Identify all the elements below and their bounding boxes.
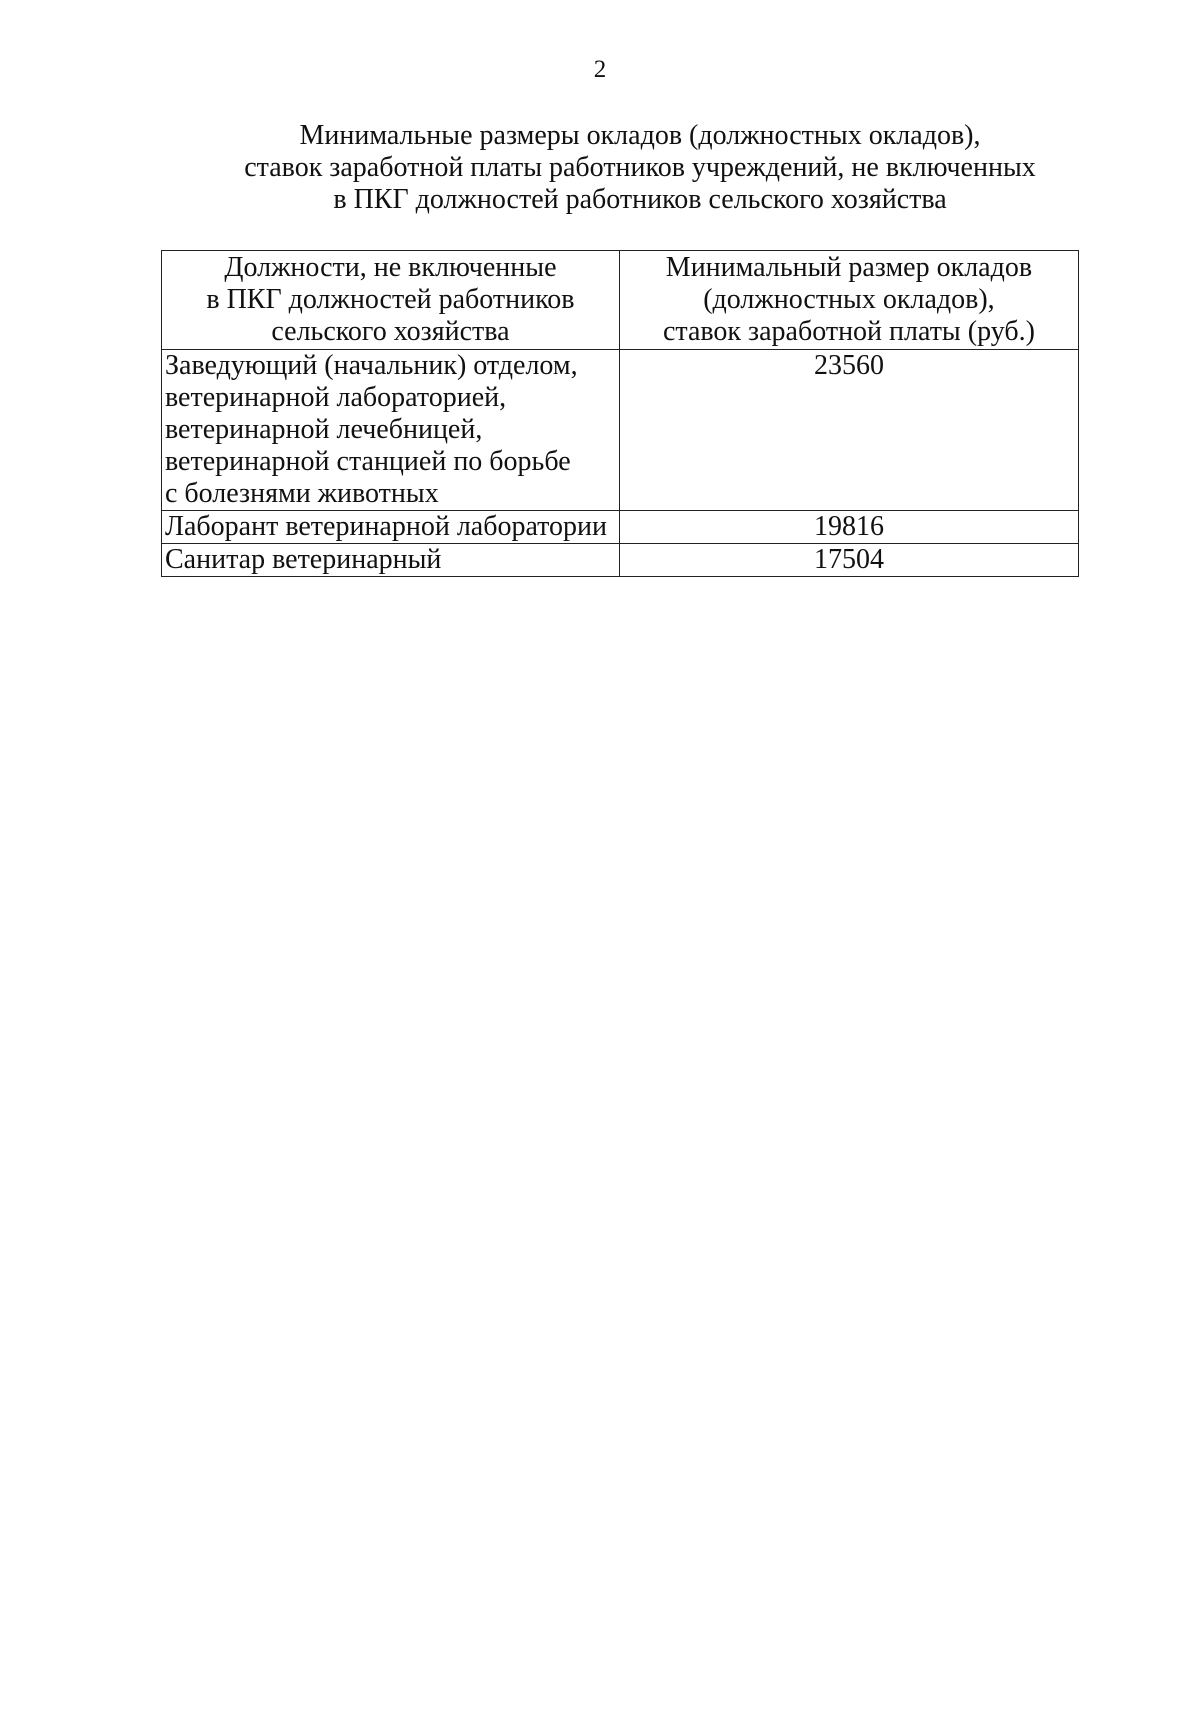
- page-number: 2: [593, 56, 607, 83]
- title-line: в ПКГ должностей работников сельского хозяйства: [333, 184, 947, 215]
- position-line: ветеринарной лечебницей,: [165, 414, 483, 445]
- table-header-row: [162, 251, 1079, 350]
- salary-cell: 23560: [619, 350, 1078, 511]
- title-line: ставок заработной платы работников учреждений, не включенных: [244, 152, 1036, 183]
- title-line: Минимальные размеры окладов (должностных окладов),: [299, 120, 981, 151]
- position-cell: [162, 350, 620, 511]
- table-row: [162, 544, 1079, 577]
- position-line: Санитар ветеринарный: [165, 544, 442, 575]
- header-line: (должностных окладов),: [703, 284, 995, 315]
- header-line: ставок заработной платы (руб.): [662, 316, 1035, 347]
- position-line: ветеринарной станцией по борьбе: [165, 446, 571, 477]
- position-line: ветеринарной лабораторией,: [165, 382, 507, 413]
- header-line: Минимальный размер окладов: [665, 252, 1033, 283]
- position-line: Лаборант ветеринарной лаборатории: [165, 511, 608, 542]
- header-line: Должности, не включенные: [224, 252, 557, 283]
- document-title: [130, 120, 1150, 216]
- header-line: в ПКГ должностей работников: [206, 284, 575, 315]
- table-row: [162, 511, 1079, 544]
- position-cell: [162, 511, 620, 544]
- salary-cell: 17504: [619, 544, 1078, 577]
- position-line: с болезнями животных: [165, 478, 439, 509]
- table-row: [162, 350, 1079, 511]
- position-cell: [162, 544, 620, 577]
- header-line: сельского хозяйства: [271, 316, 510, 347]
- salary-table: [161, 250, 1079, 577]
- salary-cell: 19816: [619, 511, 1078, 544]
- position-line: Заведующий (начальник) отделом,: [165, 350, 578, 381]
- header-position: [162, 251, 620, 350]
- header-salary: [619, 251, 1078, 350]
